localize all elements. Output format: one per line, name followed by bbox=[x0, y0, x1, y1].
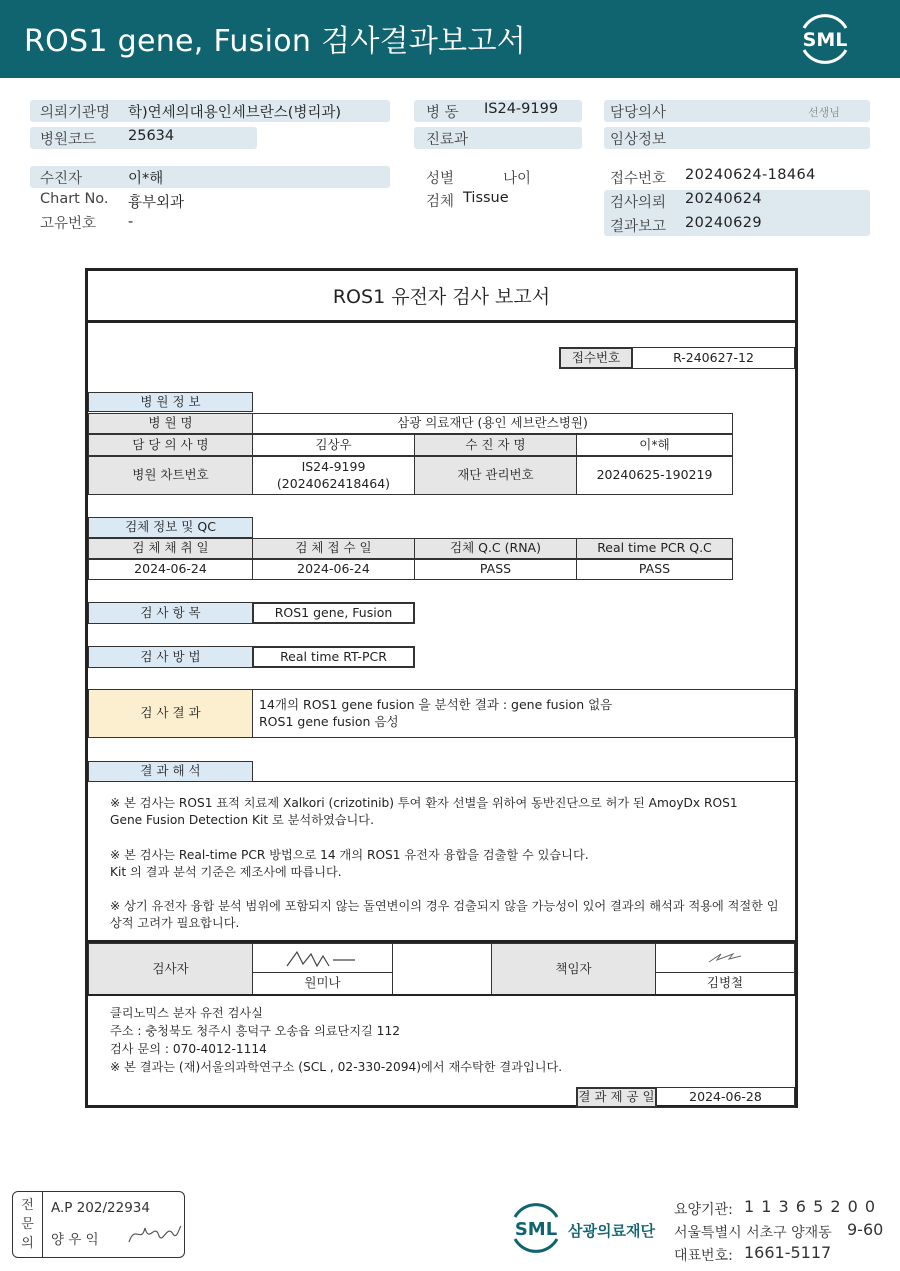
specimen-value: Tissue bbox=[463, 190, 509, 206]
chart-value: 흉부외과 bbox=[128, 195, 185, 211]
req-inst-value: 학)연세의대용인세브란스(병리과) bbox=[128, 105, 342, 121]
foundation-logo-icon bbox=[508, 1200, 564, 1256]
interp-header: 결 과 해 석 bbox=[88, 761, 253, 782]
chart-no-value-2: (2024062418464) bbox=[276, 475, 391, 491]
sml-logo-icon bbox=[796, 12, 854, 66]
report-header-bar bbox=[0, 0, 900, 78]
method-label: 검 사 방 법 bbox=[88, 646, 253, 668]
lab-name: 클리노믹스 분자 유전 검사실 bbox=[110, 1006, 263, 1020]
patient-value: 이*해 bbox=[128, 171, 164, 187]
patient-label: 수진자 bbox=[40, 171, 83, 187]
receive-date-value: 2024-06-24 bbox=[252, 559, 415, 580]
result-line-2: ROS1 gene fusion 음성 bbox=[259, 713, 399, 729]
sex-label: 성별 bbox=[426, 171, 455, 187]
ward-value: IS24-9199 bbox=[484, 101, 559, 117]
result-value bbox=[252, 689, 795, 738]
stamp-ap-number: A.P 202/22934 bbox=[51, 1200, 150, 1216]
patient-name-value: 이*해 bbox=[576, 434, 733, 456]
test-item-label: 검 사 항 목 bbox=[88, 602, 253, 624]
chart-label: Chart No. bbox=[40, 191, 109, 207]
address-number: 9-60 bbox=[847, 1220, 884, 1239]
test-item-value: ROS1 gene, Fusion bbox=[252, 602, 415, 624]
code-value: 1 1 3 6 5 2 0 0 bbox=[744, 1197, 877, 1216]
lab-note: ※ 본 결과는 (재)서울의과학연구소 (SCL , 02-330-2094)에서 재수탁한 결과입니다. bbox=[110, 1060, 563, 1074]
age-label: 나이 bbox=[503, 171, 532, 187]
chart-no-label: 병원 차트번호 bbox=[88, 456, 253, 495]
hosp-code-value: 25634 bbox=[128, 128, 175, 144]
result-report-label: 결과보고 bbox=[610, 219, 667, 235]
pcr-qc-label: Real time PCR Q.C bbox=[576, 538, 733, 559]
mgmt-no-value: 20240625-190219 bbox=[576, 456, 733, 495]
provide-date-label: 결 과 제 공 일 bbox=[576, 1087, 657, 1108]
unique-value: - bbox=[128, 214, 134, 230]
examiner-signature-icon bbox=[283, 946, 363, 970]
doctor-name-value: 김상우 bbox=[252, 434, 415, 456]
stamp-signature-icon bbox=[125, 1214, 183, 1250]
collect-date-label: 검 체 채 취 일 bbox=[88, 538, 253, 559]
hospital-name-value: 삼광 의료재단 (용인 세브란스병원) bbox=[252, 413, 733, 434]
doctor-suffix: 선생님 bbox=[808, 106, 840, 119]
dept-label: 진료과 bbox=[426, 132, 469, 148]
responsible-signature bbox=[655, 943, 795, 973]
examiner-signature bbox=[252, 943, 393, 973]
stamp-side-char-3: 의 bbox=[21, 1236, 34, 1251]
foundation-logo-text: SML bbox=[514, 1219, 558, 1240]
rna-qc-label: 검체 Q.C (RNA) bbox=[414, 538, 577, 559]
responsible-name: 김병철 bbox=[655, 972, 795, 995]
receipt-label: 접수번호 bbox=[610, 171, 667, 187]
page-title: ROS1 gene, Fusion 검사결과보고서 bbox=[24, 24, 527, 59]
phone-label: 대표번호: bbox=[674, 1248, 733, 1264]
patient-name-label: 수 진 자 명 bbox=[414, 434, 577, 456]
examiner-name: 원미나 bbox=[252, 972, 393, 995]
report-receipt-value: R-240627-12 bbox=[632, 347, 795, 369]
hospital-info-header: 병 원 정 보 bbox=[88, 392, 253, 412]
unique-label: 고유번호 bbox=[40, 216, 97, 232]
clinical-label: 임상정보 bbox=[610, 132, 667, 148]
result-report-value: 20240629 bbox=[685, 215, 763, 231]
address-prefix: 서울특별시 서초구 양재동 bbox=[674, 1225, 832, 1241]
report-title: ROS1 유전자 검사 보고서 bbox=[88, 271, 795, 323]
provide-date-value: 2024-06-28 bbox=[656, 1087, 795, 1108]
mgmt-no-label: 재단 관리번호 bbox=[414, 456, 577, 495]
doctor-name-label: 담 당 의 사 명 bbox=[88, 434, 253, 456]
rna-qc-value: PASS bbox=[414, 559, 577, 580]
sml-logo-text: SML bbox=[802, 29, 848, 51]
specimen-label: 검체 bbox=[426, 194, 455, 210]
stamp-side bbox=[13, 1192, 43, 1257]
interp-paragraph-3: ※ 상기 유전자 융합 분석 범위에 포함되지 않는 돌연변이의 경우 검출되지 않을 가능성이 있어 결과의 해석과 적용에 적절한 임상적 고려가 필요합니다. bbox=[110, 899, 779, 930]
signature-blank-cell bbox=[392, 943, 492, 995]
collect-date-value: 2024-06-24 bbox=[88, 559, 253, 580]
pathologist-stamp bbox=[12, 1191, 185, 1258]
interp-divider bbox=[252, 781, 795, 782]
chart-no-value-1: IS24-9199 bbox=[301, 458, 366, 474]
signature-bottom-border bbox=[88, 994, 795, 996]
test-req-label: 검사의뢰 bbox=[610, 195, 667, 211]
shade-patient bbox=[30, 166, 390, 188]
interp-paragraph-2a: ※ 본 검사는 Real-time PCR 방법으로 14 개의 ROS1 유전자 융합을 검출할 수 있습니다. bbox=[110, 848, 589, 862]
receive-date-label: 검 체 접 수 일 bbox=[252, 538, 415, 559]
interp-paragraph-2b: Kit 의 결과 분석 기준은 제조사에 따릅니다. bbox=[110, 865, 342, 879]
responsible-signature-icon bbox=[705, 950, 745, 966]
stamp-side-char-1: 전 bbox=[21, 1198, 34, 1213]
result-line-1: 14개의 ROS1 gene fusion 을 분석한 결과 : gene fusion 없음 bbox=[259, 696, 613, 712]
result-label: 검 사 결 과 bbox=[88, 689, 253, 738]
doctor-label: 담당의사 bbox=[610, 105, 667, 121]
hospital-name-label: 병 원 명 bbox=[88, 413, 253, 434]
code-label: 요양기관: bbox=[674, 1202, 733, 1218]
stamp-side-char-2: 문 bbox=[21, 1217, 34, 1232]
report-receipt-label: 접수번호 bbox=[559, 347, 633, 369]
method-value: Real time RT-PCR bbox=[252, 646, 415, 668]
hosp-code-label: 병원코드 bbox=[40, 132, 97, 148]
ward-label: 병 동 bbox=[426, 105, 459, 121]
foundation-name: 삼광의료재단 bbox=[568, 1222, 655, 1240]
chart-no-value bbox=[252, 456, 415, 495]
stamp-name: 양 우 익 bbox=[51, 1232, 99, 1248]
receipt-value: 20240624-18464 bbox=[685, 167, 816, 183]
pcr-qc-value: PASS bbox=[576, 559, 733, 580]
test-req-value: 20240624 bbox=[685, 191, 763, 207]
interp-paragraph-1: ※ 본 검사는 ROS1 표적 치료제 Xalkori (crizotinib) 투여 환자 선별을 위하여 동반진단으로 허가 된 AmoyDx ROS1 Gene Fusion Detection Kit 로 분석하였습니다. bbox=[110, 796, 738, 827]
lab-address: 주소 : 충청북도 청주시 흥덕구 오송읍 의료단지길 112 bbox=[110, 1024, 400, 1038]
req-inst-label: 의뢰기관명 bbox=[40, 105, 111, 121]
responsible-label: 책임자 bbox=[491, 943, 656, 995]
specimen-info-header: 검체 정보 및 QC bbox=[88, 517, 253, 538]
examiner-label: 검사자 bbox=[88, 943, 253, 995]
lab-phone: 검사 문의 : 070-4012-1114 bbox=[110, 1042, 267, 1056]
phone-value: 1661-5117 bbox=[744, 1243, 832, 1262]
report-document bbox=[85, 268, 798, 1108]
